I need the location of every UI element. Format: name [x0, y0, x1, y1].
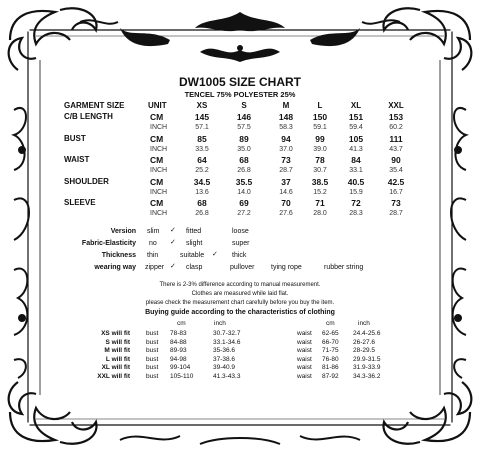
guide-inch: 37-38.6 [213, 355, 236, 363]
unit-cm: CM [150, 198, 164, 208]
guide-cm: 105-110 [170, 372, 194, 380]
elasticity-label: Fabric-Elasticity [81, 240, 136, 247]
row-label: C/B LENGTH [64, 112, 113, 121]
guide-size: S will fit [105, 338, 130, 346]
inch-value: 57.5 [237, 124, 251, 131]
inch-value: 14.6 [279, 188, 293, 196]
inch-value: 28.0 [313, 210, 327, 217]
cm-value: 64 [197, 155, 207, 165]
inch-value: 59.1 [313, 124, 327, 131]
cm-value: 151 [348, 112, 364, 122]
guide-inch: 33.1-34.6 [213, 338, 241, 346]
inch-value: 15.2 [313, 188, 327, 196]
guide-size: XXL will fit [97, 372, 130, 380]
inch-value: 60.2 [389, 124, 403, 131]
guide-measure: waist [297, 364, 312, 371]
cm-value: 78 [315, 155, 325, 165]
cm-value: 38.5 [311, 176, 329, 187]
cm-value: 111 [389, 133, 403, 144]
note-line: please check the measurement chart carefully before you buy the item. [145, 300, 335, 306]
guide-size: XL will fit [101, 364, 130, 371]
inch-value: 33.5 [195, 145, 209, 153]
inch-value: 37.0 [279, 145, 293, 153]
unit-inch: INCH [150, 124, 168, 131]
cm-value: 94 [281, 133, 291, 144]
top-ornament [120, 12, 360, 62]
guide-measure: bust [146, 330, 159, 337]
guide-size: L will fit [105, 355, 130, 363]
note-line: There is 2-3% difference according to manual measurement. [159, 282, 321, 288]
inch-value: 25.2 [195, 167, 209, 174]
cm-value: 71 [315, 198, 325, 208]
cm-value: 90 [391, 155, 401, 165]
unit-inch: INCH [150, 167, 168, 174]
row-label: SHOULDER [64, 176, 109, 186]
guide-measure: waist [297, 355, 312, 363]
inch-value: 16.7 [389, 188, 403, 196]
buying-guide-title: Buying guide according to the characteristics of clothing [145, 309, 335, 316]
note-line: Clothes are measured while laid flat. [191, 291, 289, 297]
guide-cm: 81-86 [322, 364, 339, 371]
guide-inch: 30.7-32.7 [213, 330, 241, 337]
cm-value: 146 [236, 112, 252, 122]
guide-inch: 35-36.6 [213, 347, 236, 354]
version-label: Version [110, 228, 136, 235]
version-option-fitted: fitted [186, 228, 202, 235]
inch-value: 13.6 [195, 188, 209, 196]
inch-value: 43.7 [389, 145, 403, 153]
unit-cm: CM [150, 112, 164, 122]
guide-cm: 94-98 [170, 355, 187, 363]
header-size-s: S [241, 101, 247, 110]
guide-measure: waist [297, 372, 312, 380]
check-icon: ✓ [170, 239, 176, 246]
guide-measure: waist [297, 330, 312, 337]
unit-inch: INCH [150, 145, 168, 153]
header-size-xl: XL [350, 101, 362, 110]
cm-value: 42.5 [387, 176, 405, 187]
header-size-m: M [282, 101, 290, 110]
guide-size: XS will fit [101, 330, 130, 337]
material-composition: TENCEL 75% POLYESTER 25% [184, 90, 296, 99]
unit-cm: CM [150, 133, 164, 144]
wearing-option-tying-rope: tying rope [271, 264, 302, 271]
header-garment-size: GARMENT SIZE [64, 101, 125, 110]
inch-value: 27.6 [279, 210, 293, 217]
guide-measure: bust [146, 372, 159, 380]
guide-unit-inch: inch [358, 320, 370, 327]
guide-unit-cm: cm [177, 320, 186, 327]
guide-measure: waist [297, 338, 312, 346]
row-label: WAIST [64, 155, 90, 164]
check-icon: ✓ [170, 227, 176, 234]
inch-value: 35.0 [237, 145, 251, 153]
guide-cm: 89-93 [170, 347, 187, 354]
guide-inch: 39-40.9 [213, 364, 236, 371]
guide-cm: 78-83 [170, 330, 187, 337]
wearing-option-rubber-string: rubber string [324, 264, 364, 271]
cm-value: 35.5 [235, 176, 253, 187]
guide-unit-inch: inch [214, 320, 226, 327]
cm-value: 34.5 [193, 176, 211, 187]
cm-value: 153 [388, 112, 404, 122]
header-size-xs: XS [196, 101, 208, 110]
version-option-loose: loose [232, 228, 249, 235]
inch-value: 33.1 [349, 167, 363, 174]
row-label: BUST [64, 133, 86, 143]
inch-value: 28.7 [389, 210, 403, 217]
cm-value: 148 [278, 112, 294, 122]
cm-value: 145 [194, 112, 210, 122]
cm-value: 37 [281, 176, 291, 187]
unit-cm: CM [150, 155, 164, 165]
cm-value: 99 [315, 133, 325, 144]
cm-value: 85 [197, 133, 207, 144]
guide-measure: bust [146, 364, 159, 371]
guide-measure: waist [297, 347, 312, 354]
unit-inch: INCH [150, 188, 168, 196]
header-size-l: L [317, 101, 323, 110]
cm-value: 68 [197, 198, 207, 208]
guide-size: M will fit [104, 347, 130, 354]
thickness-option-thin: thin [147, 252, 159, 259]
unit-inch: INCH [150, 210, 168, 217]
cm-value: 105 [348, 133, 364, 144]
cm-value: 40.5 [347, 176, 365, 187]
cm-value: 84 [351, 155, 361, 165]
guide-inch: 28-29.5 [353, 347, 376, 354]
cm-value: 69 [239, 198, 249, 208]
wearing-option-clasp: clasp [186, 264, 203, 271]
guide-inch: 29.9-31.5 [353, 355, 381, 363]
cm-value: 70 [281, 198, 291, 208]
guide-measure: bust [146, 338, 159, 346]
thickness-option-thick: thick [232, 252, 247, 259]
inch-value: 27.2 [237, 210, 251, 217]
inch-value: 30.7 [313, 167, 327, 174]
inch-value: 14.0 [237, 188, 251, 196]
guide-inch: 41.3-43.3 [213, 372, 241, 380]
inch-value: 39.0 [313, 145, 327, 153]
guide-cm: 99-104 [170, 364, 191, 371]
guide-unit-cm: cm [326, 320, 335, 327]
inch-value: 59.4 [349, 124, 363, 131]
guide-inch: 31.9-33.9 [353, 364, 381, 371]
guide-cm: 71-75 [322, 347, 339, 354]
wearing-option-pullover: pullover [230, 264, 255, 271]
guide-cm: 87-92 [322, 372, 339, 380]
inch-value: 26.8 [195, 210, 209, 217]
thickness-label: Thickness [101, 252, 136, 259]
guide-inch: 26-27.6 [353, 338, 376, 346]
elasticity-option-no: no [149, 240, 157, 247]
guide-inch: 34.3-36.2 [353, 372, 381, 380]
header-size-xxl: XXL [388, 101, 404, 110]
guide-measure: bust [146, 347, 159, 354]
chart-title: DW1005 SIZE CHART [178, 75, 302, 89]
guide-cm: 76-80 [322, 355, 339, 363]
inch-value: 26.8 [237, 167, 251, 174]
guide-cm: 84-88 [170, 338, 187, 346]
version-option-slim: slim [147, 228, 160, 235]
guide-cm: 62-65 [322, 330, 339, 337]
check-icon: ✓ [170, 263, 176, 270]
cm-value: 89 [239, 133, 249, 144]
cm-value: 72 [351, 198, 361, 208]
header-unit: UNIT [148, 101, 167, 110]
inch-value: 35.4 [389, 167, 403, 174]
guide-cm: 66-70 [322, 338, 339, 346]
cm-value: 150 [312, 112, 328, 122]
guide-measure: bust [146, 355, 159, 363]
inch-value: 57.1 [195, 124, 209, 131]
cm-value: 73 [281, 155, 291, 165]
cm-value: 68 [239, 155, 249, 165]
cm-value: 73 [391, 198, 401, 208]
unit-cm: CM [150, 176, 164, 187]
wearing-way-label: wearing way [94, 264, 136, 271]
inch-value: 15.9 [349, 188, 363, 196]
elasticity-option-slight: slight [186, 240, 203, 247]
row-label: SLEEVE [64, 198, 96, 207]
elasticity-option-super: super [232, 240, 250, 247]
inch-value: 41.3 [349, 145, 363, 153]
inch-value: 58.3 [279, 124, 293, 131]
thickness-option-suitable: suitable [180, 252, 205, 259]
wearing-option-zipper: zipper [145, 264, 165, 271]
inch-value: 28.3 [349, 210, 363, 217]
inch-value: 28.7 [279, 167, 293, 174]
guide-inch: 24.4-25.6 [353, 330, 381, 337]
check-icon: ✓ [212, 251, 218, 258]
